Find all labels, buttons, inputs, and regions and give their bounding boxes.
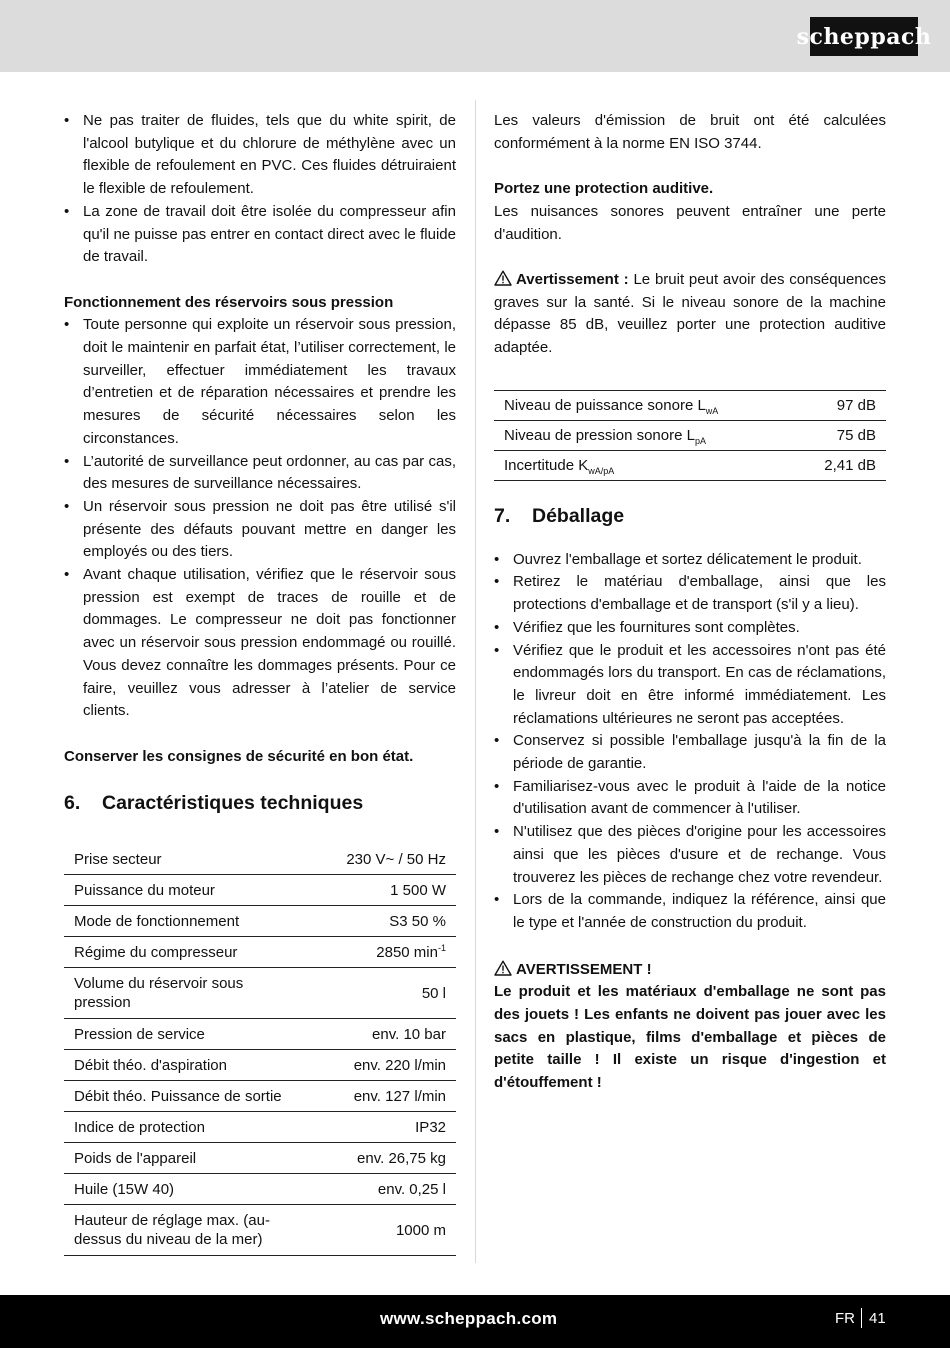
list-item: • Lors de la commande, indiquez la référence, ainsi que le type et l'année de construction du produit. (494, 889, 886, 934)
pressure-vessel-heading: Fonctionnement des réservoirs sous pression (64, 293, 394, 311)
spec-label: Volume du réservoir sous pression (64, 968, 342, 1019)
packaging-warning-text: Le produit et les matériaux d'emballage ne sont pas des jouets ! Les enfants ne doivent pas jouer avec les sacs en plastique, films d'emballage et pièces de petite taille ! Il existe un risque d'ingestion et d'étouffement ! (494, 983, 886, 1092)
noise-label-subscript: pA (694, 435, 706, 446)
spec-label: Mode de fonctionnement (64, 906, 342, 937)
list-item: • Familiarisez-vous avec le produit à l'aide de la notice d'utilisation avant de commencer à l'utiliser. (494, 776, 886, 821)
noise-warning (494, 269, 886, 360)
list-item: • La zone de travail doit être isolée du compresseur afin qu'il ne puisse pas entrer en contact direct avec le fluide de travail. (64, 201, 456, 269)
list-item: • Toute personne qui exploite un réservoir sous pression, doit le maintenir en parfait état, l’utiliser correctement, le surveiller, effectuer immédiatement les travaux d’entretien et de réparation nécessaires et prendre les mesures de sécurité nécessaires selon les circonstances. (64, 314, 456, 450)
noise-values-table (494, 390, 886, 481)
noise-label-text: Niveau de puissance sonore L (504, 396, 706, 414)
spec-value-exponent: -1 (437, 942, 446, 953)
spec-row (64, 1081, 456, 1112)
noise-label (494, 450, 797, 480)
noise-label-text: Incertitude K (504, 456, 589, 474)
noise-label (494, 420, 797, 450)
list-item: • Ne pas traiter de fluides, tels que du white spirit, de l'alcool butylique et du chlorure de méthylène avec un flexible de refoulement en PVC. Ces fluides détruiraient le flexible de refoulement. (64, 110, 456, 201)
spec-row (64, 1143, 456, 1174)
section-title: Déballage (532, 504, 625, 527)
spec-value (342, 875, 456, 906)
noise-label (494, 390, 797, 420)
spec-row (64, 1019, 456, 1050)
hearing-protection-heading: Portez une protection auditive. (494, 180, 714, 198)
spec-value (342, 1019, 456, 1050)
noise-row (494, 420, 886, 450)
spec-value-text: env. 127 l/min (353, 1087, 446, 1105)
spec-value (342, 937, 456, 968)
spec-value-text: IP32 (415, 1118, 446, 1136)
noise-value: 75 dB (797, 420, 886, 450)
list-item: • Un réservoir sous pression ne doit pas être utilisé s'il présente des défauts pouvant mettre en danger les employés ou des tiers. (64, 496, 456, 564)
scheppach-logo: scheppach (810, 17, 918, 56)
noise-row (494, 450, 886, 480)
spec-value-text: 230 V~ / 50 Hz (346, 850, 446, 868)
spec-row (64, 937, 456, 968)
section-number: 6. (64, 792, 81, 815)
spec-row (64, 875, 456, 906)
spec-value-text: 1 500 W (390, 881, 446, 899)
spec-value (342, 968, 456, 1019)
safety-list-top (64, 110, 456, 269)
spec-label: Débit théo. Puissance de sortie (64, 1081, 342, 1112)
spec-value (342, 1112, 456, 1143)
website-link[interactable]: www.scheppach.com (380, 1309, 558, 1328)
spec-label: Débit théo. d'aspiration (64, 1050, 342, 1081)
spec-label: Poids de l'appareil (64, 1143, 342, 1174)
section-7-heading (494, 503, 886, 529)
list-item: • Ouvrez l'emballage et sortez délicatement le produit. (494, 549, 886, 572)
spec-value-text: S3 50 % (389, 912, 446, 930)
spec-label: Prise secteur (64, 844, 342, 875)
warning-text: Le bruit peut avoir des conséquences graves sur la santé. Si le niveau sonore de la machine dépasse 85 dB, veuillez porter une protection auditive adaptée. (494, 270, 886, 356)
noise-label-subscript: wA/pA (588, 465, 615, 476)
list-item: • N'utilisez que des pièces d'origine pour les accessoires ainsi que les pièces d'usure et de rechange. Vous trouverez les pièces de rechange chez votre revendeur. (494, 821, 886, 889)
noise-intro: Les valeurs d'émission de bruit ont été calculées conformément à la norme EN ISO 3744. (494, 112, 886, 152)
spec-value (342, 1143, 456, 1174)
footer-separator (861, 1308, 862, 1328)
warning-triangle-icon (494, 270, 512, 286)
spec-row (64, 844, 456, 875)
list-item: • Retirez le matériau d'emballage, ainsi que les protections d'emballage et de transport (s'il y a lieu). (494, 571, 886, 616)
spec-value-text: 2850 min (376, 943, 438, 961)
left-column (64, 110, 456, 1256)
list-item: • Vérifiez que les fournitures sont complètes. (494, 617, 886, 640)
spec-value (342, 1081, 456, 1112)
pressure-vessel-list (64, 314, 456, 723)
spec-row (64, 968, 456, 1019)
spec-value-text: env. 0,25 l (377, 1180, 446, 1198)
section-6-heading (64, 790, 456, 816)
right-column (494, 110, 886, 1095)
noise-value: 97 dB (797, 390, 886, 420)
list-item: • Conservez si possible l'emballage jusqu'à la fin de la période de garantie. (494, 730, 886, 775)
spec-value-text: env. 220 l/min (353, 1056, 446, 1074)
warning-label: Avertissement : (516, 270, 629, 288)
list-item: • L’autorité de surveillance peut ordonner, au cas par cas, des mesures de surveillance nécessaires. (64, 451, 456, 496)
section-title: Caractéristiques techniques (102, 792, 364, 815)
spec-value-text: env. 10 bar (372, 1025, 446, 1043)
spec-label: Régime du compresseur (64, 937, 342, 968)
spec-row (64, 1050, 456, 1081)
spec-value (342, 1174, 456, 1205)
spec-value (342, 1050, 456, 1081)
spec-row (64, 1205, 456, 1256)
keep-instructions-note: Conserver les consignes de sécurité en bon état. (64, 747, 414, 765)
spec-label: Hauteur de réglage max. (au-dessus du niveau de la mer) (64, 1205, 342, 1256)
spec-label: Indice de protection (64, 1112, 342, 1143)
spec-value (342, 844, 456, 875)
technical-specs-table (64, 844, 456, 1256)
spec-row (64, 906, 456, 937)
list-item: • Avant chaque utilisation, vérifiez que le réservoir sous pression est exempt de traces de rouille et de dommages. Le compresseur ne doit pas fonctionner avec un réservoir sous pression endommagé ou rouillé. Vous devez connaître les dommages présents. Pour ce faire, veuillez vous adresser à l’atelier de service clients. (64, 564, 456, 723)
spec-label: Pression de service (64, 1019, 342, 1050)
spec-row (64, 1174, 456, 1205)
spec-value (342, 906, 456, 937)
spec-value-text: 50 l (421, 984, 446, 1002)
spec-label: Huile (15W 40) (64, 1174, 342, 1205)
spec-row (64, 1112, 456, 1143)
spec-value-text: 1000 m (395, 1221, 446, 1239)
hearing-protection-text: Les nuisances sonores peuvent entraîner une perte d'audition. (494, 202, 886, 243)
noise-row (494, 390, 886, 420)
header-bar (0, 0, 950, 72)
packaging-warning-title (494, 959, 886, 982)
language-code: FR (835, 1310, 855, 1327)
unpacking-list (494, 549, 886, 935)
spec-label: Puissance du moteur (64, 875, 342, 906)
column-divider (475, 100, 476, 1263)
section-number: 7. (494, 504, 511, 527)
page-number: 41 (869, 1310, 886, 1327)
warning-triangle-icon (494, 960, 512, 976)
noise-value: 2,41 dB (797, 450, 886, 480)
spec-value-text: env. 26,75 kg (357, 1149, 446, 1167)
list-item: • Vérifiez que le produit et les accessoires n'ont pas été endommagés lors du transport. En cas de réclamations, le livreur doit en être informé immédiatement. Les réclamations ultérieures ne seront pas acceptées. (494, 640, 886, 731)
footer-bar (0, 1295, 950, 1348)
noise-label-text: Niveau de pression sonore L (504, 426, 695, 444)
caution-label: AVERTISSEMENT ! (516, 960, 652, 978)
noise-label-subscript: wA (705, 405, 719, 416)
spec-value (342, 1205, 456, 1256)
